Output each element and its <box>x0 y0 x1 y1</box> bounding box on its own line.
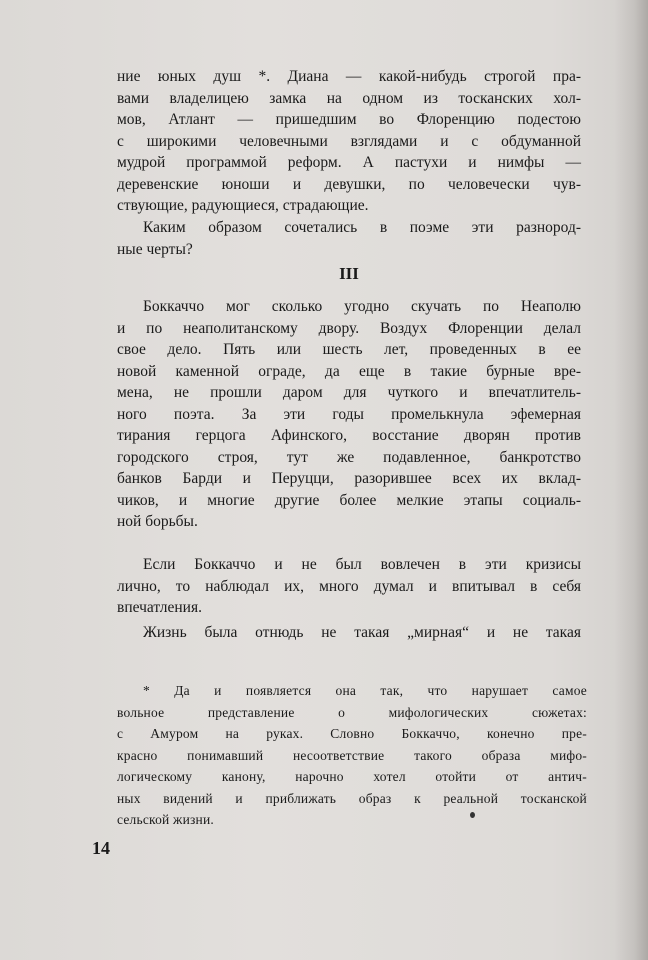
paragraph-2 <box>117 296 581 533</box>
text-line: мена, не прошли даром для чуткого и впечатлитель- <box>117 384 581 401</box>
footnote-line: с Амуром на руках. Словно Боккаччо, конечно пре- <box>117 726 587 741</box>
text-line: и по неаполитанскому двору. Воздух Флоренции делал <box>117 319 581 337</box>
paragraph-3 <box>117 554 581 619</box>
text-line: ние юных душ *. Диана — какой-нибудь строгой пра- <box>117 68 581 85</box>
text-line: Боккаччо мог сколько угодно скучать по Неаполю <box>143 298 581 315</box>
footnote-line: вольное представление о мифологических сюжетах: <box>117 704 587 720</box>
footnote-line: логическому канону, нарочно хотел отойти от антич- <box>117 769 587 784</box>
footnote-line: * Да и появляется она так, что нарушает самое <box>143 683 587 698</box>
page-number: 14 <box>92 838 110 858</box>
text-line: ные черты? <box>117 240 193 258</box>
text-line: ного поэта. За эти годы промелькнула эфемерная <box>117 405 581 423</box>
paragraph-4 <box>117 622 581 644</box>
text-line: мов, Атлант — пришедшим во Флоренцию подестою <box>117 111 581 128</box>
text-line: ствующие, радующиеся, страдающие. <box>117 197 369 214</box>
text-line: мудрой программой реформ. А пастухи и нимфы — <box>117 154 581 171</box>
footnote-line: сельской жизни. <box>117 812 214 827</box>
text-line: банков Барди и Перуцци, разорившее всех их вклад- <box>117 470 581 487</box>
text-line: городского строя, тут же подавленное, банкротство <box>117 448 581 466</box>
text-line: деревенские юноши и девушки, по человечески чув- <box>117 175 581 193</box>
footnote-line: красно понимавший несоответствие такого образа мифо- <box>117 747 587 763</box>
page-fold-shadow <box>614 0 648 960</box>
ink-dot <box>470 812 475 818</box>
text-line: Если Боккаччо и не был вовлечен в эти кризисы <box>143 556 581 573</box>
text-line: Жизнь была отнюдь не такая „мирная“ и не такая <box>143 624 581 641</box>
text-line: Каким образом сочетались в поэме эти разнород- <box>143 219 581 236</box>
footnote-line: ных видений и приближать образ к реальной тосканской <box>117 790 587 806</box>
question-paragraph <box>117 217 581 260</box>
text-line: с широкими человечными взглядами и с обдуманной <box>117 132 581 150</box>
text-line: свое дело. Пять или шесть лет, проведенных в ее <box>117 341 581 358</box>
text-line: чиков, и многие другие более мелкие этапы социаль- <box>117 491 581 509</box>
section-heading: III <box>339 264 359 283</box>
text-line: лично, то наблюдал их, много думал и впитывал в себя <box>117 577 581 595</box>
top-paragraph <box>117 66 581 217</box>
text-line: ной борьбы. <box>117 513 198 530</box>
text-line: новой каменной ограде, да еще в такие бурные вре- <box>117 362 581 380</box>
text-line: тирания герцога Афинского, восстание дворян против <box>117 427 581 444</box>
text-line: вами владелицею замка на одном из тосканских хол- <box>117 89 581 107</box>
text-line: впечатления. <box>117 599 202 616</box>
footnote <box>117 680 587 831</box>
